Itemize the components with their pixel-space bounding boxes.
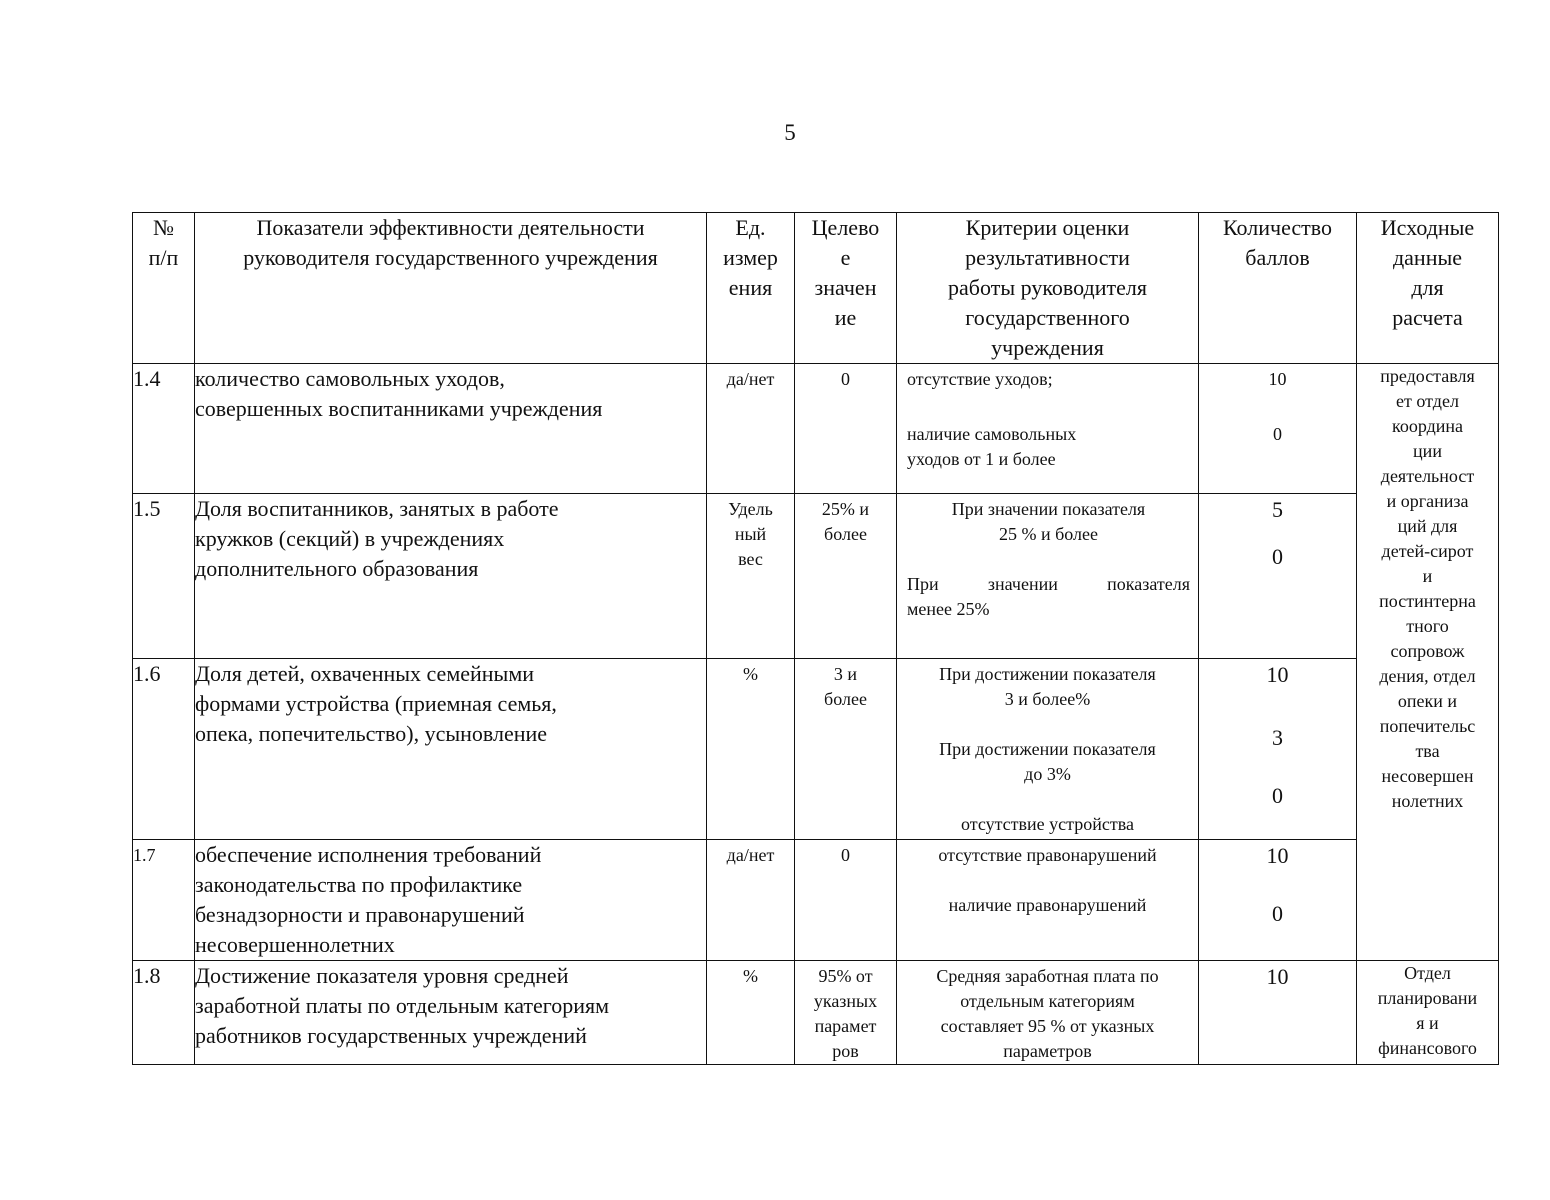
header-points: Количество баллов bbox=[1199, 213, 1357, 364]
row-target: 0 bbox=[795, 840, 897, 961]
row-number: 1.6 bbox=[133, 659, 195, 840]
criteria-table bbox=[132, 212, 1499, 1065]
row-indicator: Достижение показателя уровня средней заработной платы по отдельным категориям работников государственных учреждений bbox=[195, 961, 707, 1065]
row-points: 5 0 bbox=[1199, 494, 1357, 659]
row-criteria: отсутствие правонарушений наличие правонарушений bbox=[897, 840, 1199, 961]
row-unit: Удель ный вес bbox=[707, 494, 795, 659]
table-row bbox=[133, 364, 1499, 494]
header-target: Целево е значен ие bbox=[795, 213, 897, 364]
row-unit: % bbox=[707, 659, 795, 840]
row-criteria: отсутствие уходов; наличие самовольных уходов от 1 и более bbox=[897, 364, 1199, 494]
row-points: 10 3 0 bbox=[1199, 659, 1357, 840]
row-target: 25% и более bbox=[795, 494, 897, 659]
page-number: 5 bbox=[784, 120, 796, 145]
header-unit: Ед. измер ения bbox=[707, 213, 795, 364]
row-unit: % bbox=[707, 961, 795, 1065]
row-criteria: Средняя заработная плата по отдельным категориям составляет 95 % от указных параметров bbox=[897, 961, 1199, 1065]
row-points: 10 0 bbox=[1199, 840, 1357, 961]
row-indicator: обеспечение исполнения требований законодательства по профилактике безнадзорности и правонарушений несовершеннолетних bbox=[195, 840, 707, 961]
row-unit: да/нет bbox=[707, 364, 795, 494]
table-row bbox=[133, 659, 1499, 840]
row-points: 10 0 bbox=[1199, 364, 1357, 494]
header-source: Исходные данные для расчета bbox=[1357, 213, 1499, 364]
row-indicator: Доля детей, охваченных семейными формами устройства (приемная семья, опека, попечительство), усыновление bbox=[195, 659, 707, 840]
source-cell-planning: Отдел планировани я и финансового bbox=[1357, 961, 1499, 1065]
row-criteria: При значении показателя 25 % и более При значении показателя менее 25% bbox=[897, 494, 1199, 659]
row-criteria: При достижении показателя 3 и более% При достижении показателя до 3% отсутствие устройства bbox=[897, 659, 1199, 840]
table-row bbox=[133, 961, 1499, 1065]
row-target: 0 bbox=[795, 364, 897, 494]
row-number: 1.4 bbox=[133, 364, 195, 494]
source-cell-coordination: предоставля ет отдел координа ции деятельност и организа ций для детей-сирот и постинтерна тного сопровож дения, отдел опеки и попечительс тва несовершен нолетних bbox=[1357, 364, 1499, 961]
row-target: 95% от указных парамет ров bbox=[795, 961, 897, 1065]
header-criteria: Критерии оценки результативности работы руководителя государственного учреждения bbox=[897, 213, 1199, 364]
row-points: 10 bbox=[1199, 961, 1357, 1065]
row-number: 1.8 bbox=[133, 961, 195, 1065]
header-num: № п/п bbox=[133, 213, 195, 364]
row-unit: да/нет bbox=[707, 840, 795, 961]
table-row bbox=[133, 840, 1499, 961]
row-number: 1.7 bbox=[133, 840, 195, 961]
header-indicator: Показатели эффективности деятельности руководителя государственного учреждения bbox=[195, 213, 707, 364]
row-target: 3 и более bbox=[795, 659, 897, 840]
row-number: 1.5 bbox=[133, 494, 195, 659]
table-row bbox=[133, 494, 1499, 659]
row-indicator: Доля воспитанников, занятых в работе кружков (секций) в учреждениях дополнительного образования bbox=[195, 494, 707, 659]
table-header-row bbox=[133, 213, 1499, 364]
row-indicator: количество самовольных уходов, совершенных воспитанниками учреждения bbox=[195, 364, 707, 494]
